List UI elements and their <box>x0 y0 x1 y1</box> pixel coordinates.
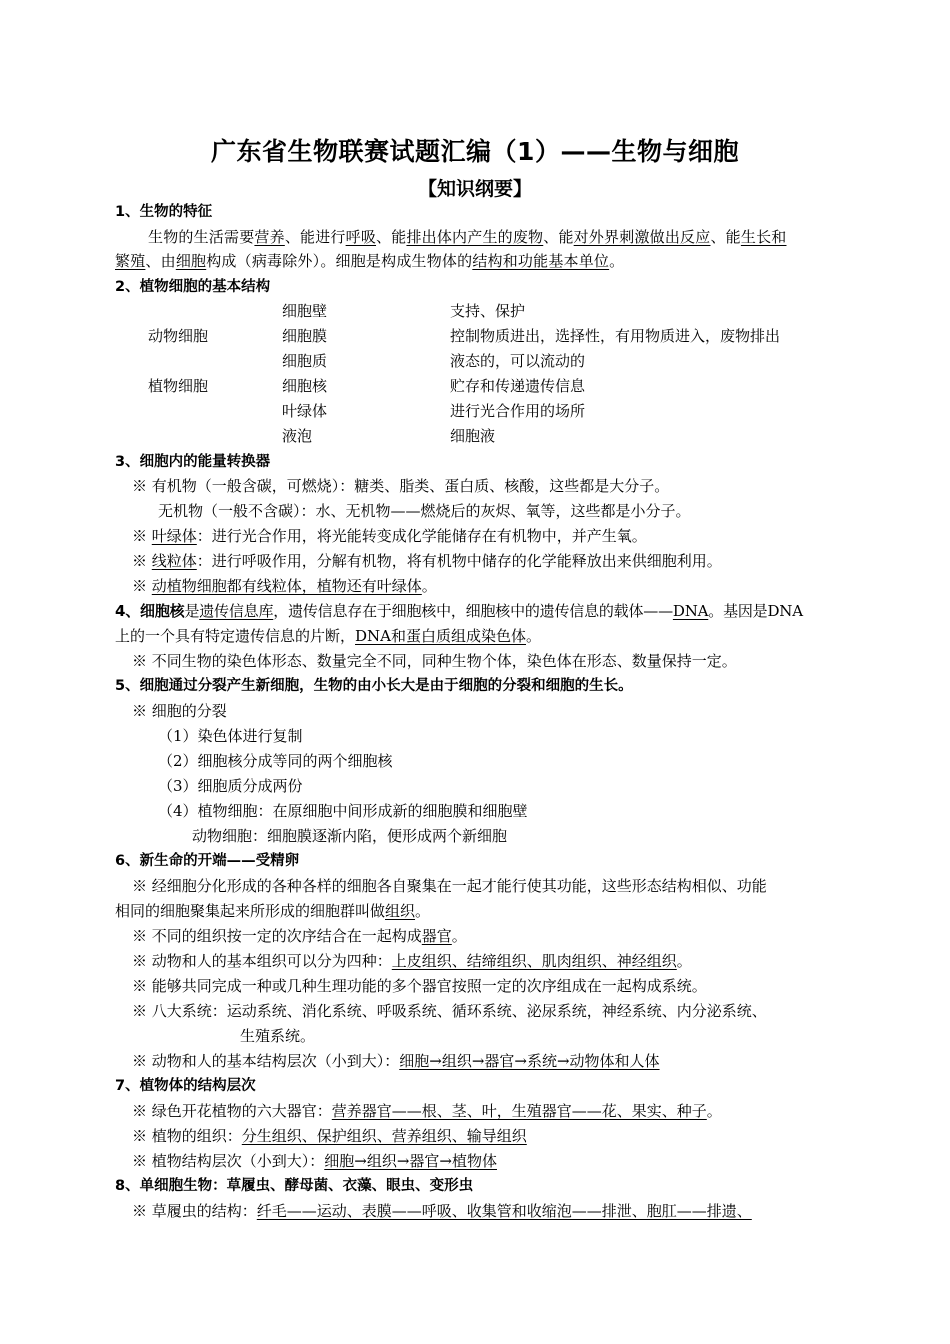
group-animal-cell: 动物细胞 <box>148 327 209 345</box>
part-cytoplasm: 细胞质 <box>282 352 328 370</box>
section-2-heading: 2、植物细胞的基本结构 <box>115 279 271 295</box>
section-5-heading: 5、细胞通过分裂产生新细胞，生物的由小长大是由于细胞的分裂和细胞的生长。 <box>115 678 633 694</box>
func-cytoplasm: 液态的，可以流动的 <box>450 352 586 370</box>
section-1-line-2: 繁殖、由细胞构成（病毒除外）。细胞是构成生物体的结构和功能基本单位。 <box>115 252 625 270</box>
section-7-heading: 7、植物体的结构层次 <box>115 1078 256 1094</box>
section-8-heading: 8、单细胞生物：草履虫、酵母菌、衣藻、眼虫、变形虫 <box>115 1178 474 1194</box>
section-8-line-1: ※ 草履虫的结构：纤毛——运动、表膜——呼吸、收集管和收缩泡——排泄、胞肛——排遗、 <box>132 1202 752 1220</box>
section-3-heading: 3、细胞内的能量转换器 <box>115 454 271 470</box>
section-4-line-1: 4、细胞核是遗传信息库，遗传信息存在于细胞核中，细胞核中的遗传信息的载体——DNA。基因是DNA <box>115 602 803 620</box>
section-6-line-8: ※ 动物和人的基本结构层次（小到大）：细胞→组织→器官→系统→动物体和人体 <box>132 1052 660 1070</box>
section-6-line-7: 生殖系统。 <box>240 1027 316 1045</box>
section-6-line-2: 相同的细胞聚集起来所形成的细胞群叫做组织。 <box>115 902 431 920</box>
section-6-line-6: ※ 八大系统：运动系统、消化系统、呼吸系统、循环系统、泌尿系统，神经系统、内分泌系统、 <box>132 1002 767 1020</box>
section-5-line-5: （4）植物细胞：在原细胞中间形成新的细胞膜和细胞壁 <box>158 802 528 820</box>
section-5-line-1: ※ 细胞的分裂 <box>132 702 227 720</box>
section-6-line-5: ※ 能够共同完成一种或几种生理功能的多个器官按照一定的次序组成在一起构成系统。 <box>132 977 707 995</box>
part-vacuole: 液泡 <box>282 427 313 445</box>
section-1-line-1: 生物的生活需要营养、能进行呼吸、能排出体内产生的废物、能对外界刺激做出反应、能生长和 <box>148 228 787 246</box>
section-5-line-3: （2）细胞核分成等同的两个细胞核 <box>158 752 393 770</box>
func-chloroplast: 进行光合作用的场所 <box>450 402 586 420</box>
section-3-line-1: ※ 有机物（一般含碳，可燃烧）：糖类、脂类、蛋白质、核酸，这些都是大分子。 <box>132 477 670 495</box>
section-3-line-5: ※ 动植物细胞都有线粒体，植物还有叶绿体。 <box>132 577 437 595</box>
part-cell-membrane: 细胞膜 <box>282 327 328 345</box>
section-7-line-1: ※ 绿色开花植物的六大器官：营养器官——根、茎、叶，生殖器官——花、果实、种子。 <box>132 1102 722 1120</box>
page-subtitle: 【知识纲要】 <box>417 178 532 200</box>
section-7-line-2: ※ 植物的组织：分生组织、保护组织、营养组织、输导组织 <box>132 1127 527 1145</box>
section-7-line-3: ※ 植物结构层次（小到大）：细胞→组织→器官→植物体 <box>132 1152 497 1170</box>
section-4-line-2: 上的一个具有特定遗传信息的片断，DNA和蛋白质组成染色体。 <box>115 627 542 645</box>
section-5-line-4: （3）细胞质分成两份 <box>158 777 303 795</box>
func-cell-wall: 支持、保护 <box>450 302 526 320</box>
section-6-line-1: ※ 经细胞分化形成的各种各样的细胞各自聚集在一起才能行使其功能，这些形态结构相似、功能 <box>132 877 767 895</box>
section-6-heading: 6、新生命的开端——受精卵 <box>115 853 300 869</box>
section-3-line-4: ※ 线粒体：进行呼吸作用，分解有机物，将有机物中储存的化学能释放出来供细胞利用。 <box>132 552 722 570</box>
part-nucleus: 细胞核 <box>282 377 328 395</box>
func-vacuole: 细胞液 <box>450 427 496 445</box>
section-5-line-6: 动物细胞：细胞膜逐渐内陷，便形成两个新细胞 <box>192 827 508 845</box>
page-title: 广东省生物联赛试题汇编（1）——生物与细胞 <box>211 137 739 166</box>
section-3-line-2: 无机物（一般不含碳）：水、无机物——燃烧后的灰烬、氧等，这些都是小分子。 <box>158 502 691 520</box>
part-cell-wall: 细胞壁 <box>282 302 328 320</box>
part-chloroplast: 叶绿体 <box>282 402 328 420</box>
section-3-line-3: ※ 叶绿体：进行光合作用，将光能转变成化学能储存在有机物中，并产生氧。 <box>132 527 647 545</box>
section-5-line-2: （1）染色体进行复制 <box>158 727 303 745</box>
group-plant-cell: 植物细胞 <box>148 377 209 395</box>
section-6-line-4: ※ 动物和人的基本组织可以分为四种：上皮组织、结缔组织、肌肉组织、神经组织。 <box>132 952 692 970</box>
func-cell-membrane: 控制物质进出，选择性，有用物质进入，废物排出 <box>450 327 781 345</box>
section-6-line-3: ※ 不同的组织按一定的次序结合在一起构成器官。 <box>132 927 467 945</box>
section-4-line-3: ※ 不同生物的染色体形态、数量完全不同，同种生物个体，染色体在形态、数量保持一定。 <box>132 652 737 670</box>
section-1-heading: 1、生物的特征 <box>115 204 213 220</box>
func-nucleus: 贮存和传递遗传信息 <box>450 377 586 395</box>
